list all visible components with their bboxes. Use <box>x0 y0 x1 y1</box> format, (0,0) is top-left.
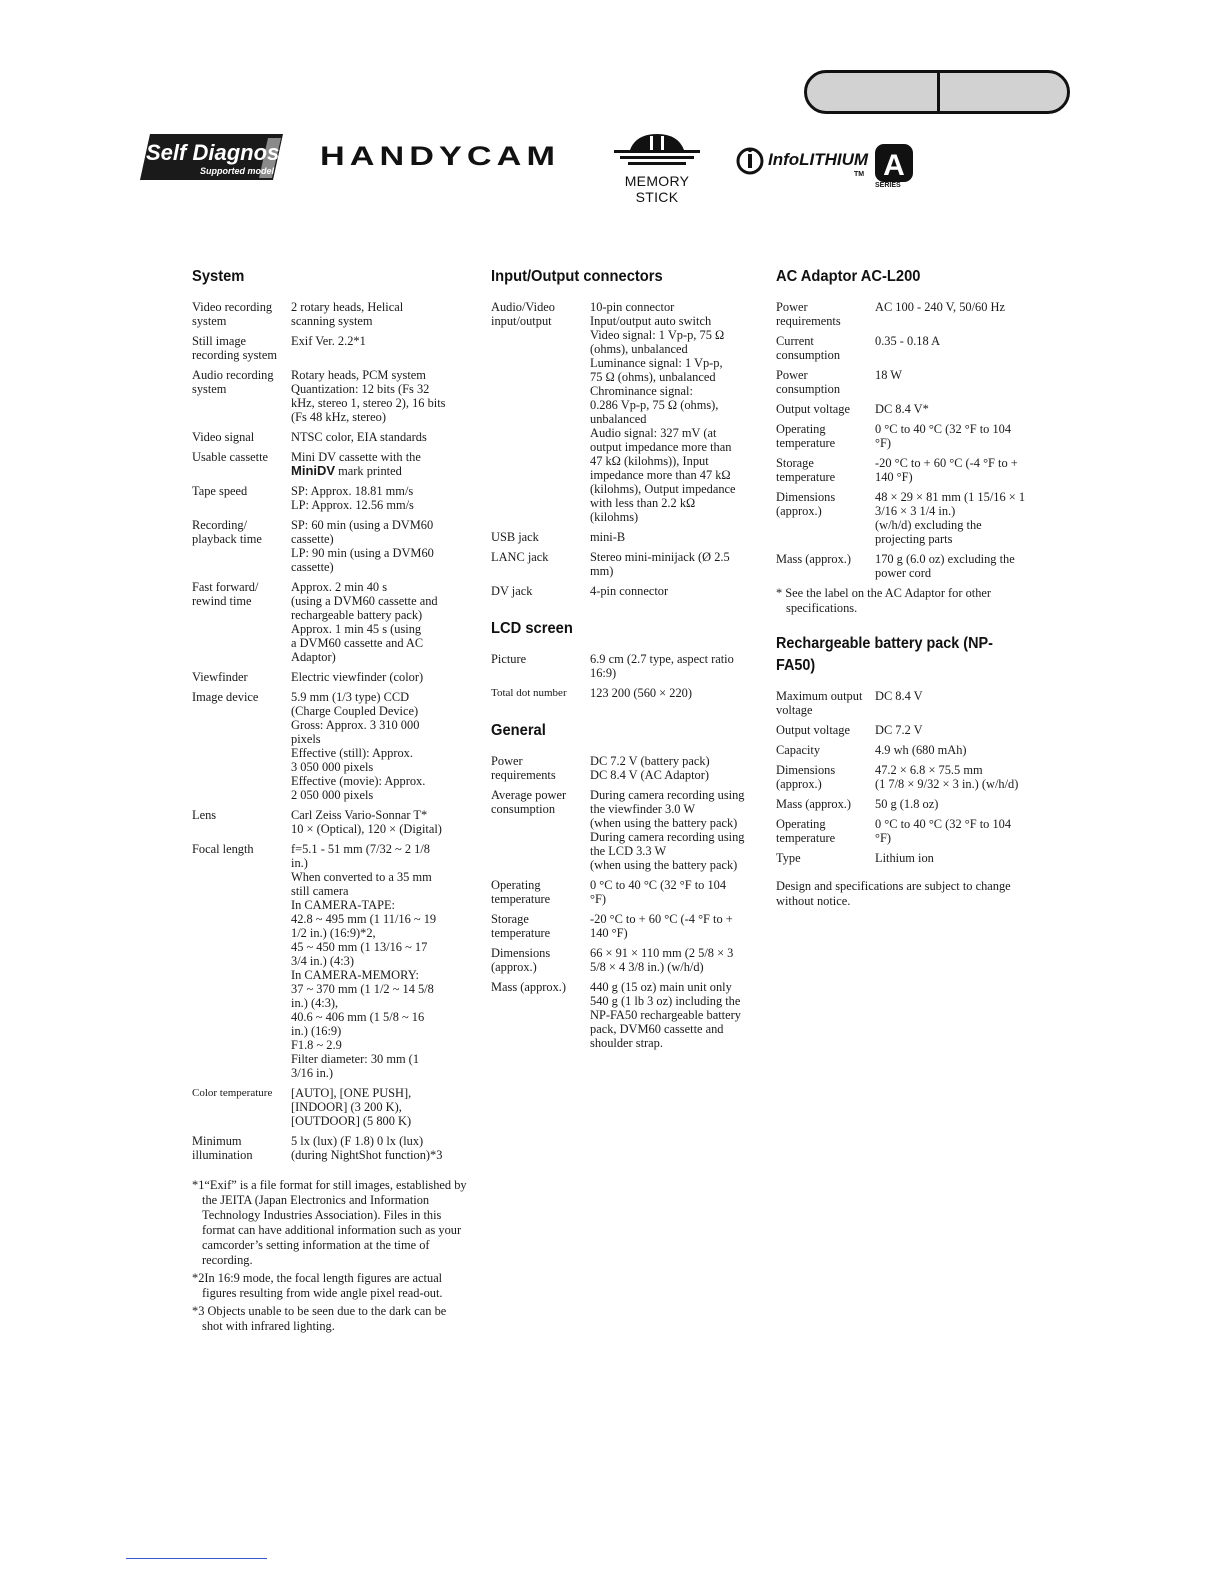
spec-label: Focal length <box>192 842 254 856</box>
spec-row <box>491 788 763 872</box>
spec-row <box>491 584 763 598</box>
spec-value: 4.9 wh (680 mAh) <box>875 743 967 757</box>
spec-value: f=5.1 - 51 mm (7/32 ~ 2 1/8 in.) When converted to a 35 mm still camera In CAMERA-TAPE: 42.8 ~ 495 mm (1 11/16 ~ 19 1/2 in.) (16:9)*2, 45 ~ 450 mm (1 13/16 ~ 17 3/4 in.) (4:3) In CAMERA-MEMORY: 37 ~ 370 mm (1 1/2 ~ 14 5/8 in.) (4:3), 40.6 ~ 406 mm (1 5/8 ~ 16 in.) (16:9) F1.8 ~ 2.9 Filter diameter: 30 mm (1 3/16 in.) <box>291 842 437 1080</box>
spec-label: Type <box>776 851 801 865</box>
spec-row <box>776 334 1044 362</box>
spec-label: Output voltage <box>776 402 850 416</box>
spec-row <box>192 484 468 512</box>
spec-row <box>776 490 1044 546</box>
spec-label: Video signal <box>192 430 255 444</box>
spec-row <box>491 946 763 974</box>
spec-row <box>776 851 1044 865</box>
spec-label: Picture <box>491 652 527 666</box>
spec-value: 5 lx (lux) (F 1.8) 0 lx (lux) (during NightShot function)*3 <box>291 1134 443 1162</box>
spec-value: 18 W <box>875 368 902 382</box>
ac-title: AC Adaptor AC-L200 <box>776 268 921 285</box>
spec-label: Recording/ playback time <box>192 518 262 546</box>
spec-label: Still image recording system <box>192 334 277 362</box>
spec-value: 170 g (6.0 oz) excluding the power cord <box>875 552 1015 580</box>
spec-row <box>192 368 468 424</box>
spec-label: USB jack <box>491 530 539 544</box>
minidv-mark-icon: MiniDV <box>291 463 336 478</box>
system-title: System <box>192 268 245 285</box>
header-tab-box <box>804 70 1070 114</box>
system-notes <box>192 1178 468 1334</box>
spec-label: Audio/Video input/output <box>491 300 555 328</box>
spec-row <box>776 456 1044 484</box>
spec-value: DC 8.4 V <box>875 689 923 703</box>
infolithium-series: SERIES <box>875 182 901 189</box>
spec-value: 48 × 29 × 81 mm (1 15/16 × 1 3/16 × 3 1/4 in.) (w/h/d) excluding the projecting parts <box>875 490 1026 546</box>
spec-label: DV jack <box>491 584 533 598</box>
battery-title: Rechargeable battery pack (NP-FA50) <box>776 635 993 674</box>
footnote: *1“Exif” is a file format for still images, established by the JEITA (Japan Electronics and Information Technology Industries Association). Files in this format can have additional information such as your camcorder’s setting information at the time of recording. <box>192 1178 467 1267</box>
spec-row <box>192 690 468 802</box>
infolithium-text: InfoLITHIUM <box>768 150 869 169</box>
spec-value: 4-pin connector <box>590 584 669 598</box>
spec-label: Viewfinder <box>192 670 248 684</box>
spec-label: Storage temperature <box>776 456 836 484</box>
spec-row <box>192 450 468 478</box>
ac-note: * See the label on the AC Adaptor for other specifications. <box>776 586 992 615</box>
spec-label: Mass (approx.) <box>776 797 852 811</box>
spec-value: SP: 60 min (using a DVM60 cassette) LP: 90 min (using a DVM60 cassette) <box>291 518 434 574</box>
spec-row <box>491 754 763 782</box>
spec-label: Power consumption <box>776 368 841 396</box>
spec-row <box>776 797 1044 811</box>
self-diagnosis-subtext: Supported model <box>200 166 274 176</box>
spec-label: LANC jack <box>491 550 549 564</box>
spec-row <box>491 878 763 906</box>
spec-row <box>192 1086 468 1128</box>
spec-value: 0 °C to 40 °C (32 °F to 104 °F) <box>875 817 1012 845</box>
spec-label: Operating temperature <box>776 422 836 450</box>
tab-divider <box>937 73 940 111</box>
spec-value: Approx. 2 min 40 s (using a DVM60 cassette and rechargeable battery pack) Approx. 1 min 45 s (using a DVM60 cassette and AC Adaptor) <box>291 580 438 664</box>
system-spec-list <box>192 300 468 1162</box>
spec-label: Average power consumption <box>491 788 567 816</box>
self-diagnosis-logo <box>140 132 285 182</box>
spec-value: AC 100 - 240 V, 50/60 Hz <box>875 300 1005 314</box>
spec-label: Power requirements <box>491 754 556 782</box>
spec-value: [AUTO], [ONE PUSH], [INDOOR] (3 200 K), [OUTDOOR] (5 800 K) <box>291 1086 412 1128</box>
spec-label: Current consumption <box>776 334 841 362</box>
spec-row <box>192 580 468 664</box>
spec-label: Storage temperature <box>491 912 551 940</box>
io-column <box>491 266 763 1056</box>
infolithium-badge-letter: A <box>883 149 905 182</box>
spec-value: 0 °C to 40 °C (32 °F to 104 °F) <box>590 878 727 906</box>
spec-label: Capacity <box>776 743 821 757</box>
spec-value: NTSC color, EIA standards <box>291 430 427 444</box>
spec-row <box>192 430 468 444</box>
spec-row <box>192 1134 468 1162</box>
spec-label: Operating temperature <box>776 817 836 845</box>
footnote: *3 Objects unable to be seen due to the dark can be shot with infrared lighting. <box>192 1304 447 1333</box>
spec-label: Fast forward/ rewind time <box>192 580 259 608</box>
footnote: *2In 16:9 mode, the focal length figures are actual figures resulting from wide angle pixel read-out. <box>192 1271 443 1300</box>
handycam-text: HANDYCAM <box>320 143 560 169</box>
spec-value: 10-pin connector Input/output auto switch Video signal: 1 Vp-p, 75 Ω (ohms), unbalanced Luminance signal: 1 Vp-p, 75 Ω (ohms), unbalanced Chrominance signal: 0.286 Vp-p, 75 Ω (ohms), unbalanced Audio signal: 327 mV (at output impedance more than 47 kΩ (kilohms)), Input impedance more than 47 kΩ (kilohms), Output impedance with less than 2.2 kΩ (kilohms) <box>590 300 736 524</box>
handycam-logo <box>320 143 562 169</box>
spec-label: Video recording system <box>192 300 273 328</box>
spec-row <box>776 402 1044 416</box>
spec-value: Exif Ver. 2.2*1 <box>291 334 366 348</box>
spec-value: Stereo mini-minijack (Ø 2.5 mm) <box>590 550 730 578</box>
spec-label: Power requirements <box>776 300 841 328</box>
spec-row <box>192 334 468 362</box>
spec-row <box>192 842 468 1080</box>
spec-value: Electric viewfinder (color) <box>291 670 424 684</box>
spec-value: -20 °C to + 60 °C (-4 °F to + 140 °F) <box>590 912 733 940</box>
spec-value: 6.9 cm (2.7 type, aspect ratio 16:9) <box>590 652 734 680</box>
spec-value: DC 7.2 V <box>875 723 923 737</box>
spec-row <box>491 686 763 700</box>
spec-label: Dimensions (approx.) <box>776 763 836 791</box>
spec-row <box>491 550 763 578</box>
spec-row <box>776 817 1044 845</box>
spec-label: Total dot number <box>491 687 567 699</box>
spec-label: Tape speed <box>192 484 248 498</box>
io-spec-list <box>491 300 763 598</box>
spec-row <box>776 422 1044 450</box>
spec-row <box>192 518 468 574</box>
spec-value: mini-B <box>590 530 626 544</box>
spec-row <box>776 689 1044 717</box>
battery-spec-list <box>776 689 1044 865</box>
spec-label: Dimensions (approx.) <box>491 946 551 974</box>
spec-label: Image device <box>192 690 259 704</box>
spec-label: Mass (approx.) <box>491 980 567 994</box>
spec-value: 0.35 - 0.18 A <box>875 334 941 348</box>
spec-value: Mini DV cassette with the MiniDV mark printed <box>291 450 421 478</box>
spec-label: Audio recording system <box>192 368 274 396</box>
infolithium-logo <box>736 140 916 194</box>
lcd-title: LCD screen <box>491 620 573 637</box>
spec-row <box>776 763 1044 791</box>
memory-stick-logo <box>606 130 708 205</box>
spec-value: 0 °C to 40 °C (32 °F to 104 °F) <box>875 422 1012 450</box>
spec-row <box>192 808 468 836</box>
spec-value: 440 g (15 oz) main unit only 540 g (1 lb 3 oz) including the NP-FA50 rechargeable battery pack, DVM60 cassette and shoulder strap. <box>590 980 741 1050</box>
spec-row <box>491 652 763 680</box>
self-diagnosis-text: Self Diagnosis <box>146 140 285 165</box>
system-column <box>192 266 468 1337</box>
infolithium-tm: TM <box>854 171 865 178</box>
spec-value: DC 7.2 V (battery pack) DC 8.4 V (AC Adaptor) <box>590 754 710 782</box>
spec-value: 123 200 (560 × 220) <box>590 686 692 700</box>
spec-value: 50 g (1.8 oz) <box>875 797 939 811</box>
battery-note: Design and specifications are subject to change without notice. <box>776 879 1011 908</box>
ac-spec-list <box>776 300 1044 580</box>
spec-value: Rotary heads, PCM system Quantization: 12 bits (Fs 32 kHz, stereo 1, stereo 2), 16 bits (Fs 48 kHz, stereo) <box>291 368 446 424</box>
spec-row <box>776 552 1044 580</box>
spec-value: During camera recording using the viewfinder 3.0 W (when using the battery pack) During camera recording using the LCD 3.3 W (when using the battery pack) <box>590 788 745 872</box>
spec-row <box>776 743 1044 757</box>
spec-value: DC 8.4 V* <box>875 402 929 416</box>
spec-value: 2 rotary heads, Helical scanning system <box>291 300 404 328</box>
io-title: Input/Output connectors <box>491 268 663 285</box>
spec-value: 5.9 mm (1/3 type) CCD (Charge Coupled Device) Gross: Approx. 3 310 000 pixels Effective (still): Approx. 3 050 000 pixels Effective (movie): Approx. 2 050 000 pixels <box>291 690 426 802</box>
spec-label: Operating temperature <box>491 878 551 906</box>
spec-row <box>776 300 1044 328</box>
general-title: General <box>491 722 546 739</box>
memory-stick-text: MEMORY STICK <box>624 173 690 205</box>
spec-row <box>491 530 763 544</box>
spec-label: Minimum illumination <box>192 1134 253 1162</box>
footer-link-line <box>126 1558 267 1559</box>
spec-row <box>776 368 1044 396</box>
spec-label: Color temperature <box>192 1087 273 1099</box>
spec-value: Lithium ion <box>875 851 934 865</box>
spec-row <box>491 980 763 1050</box>
ac-column <box>776 266 1044 912</box>
spec-row <box>491 300 763 524</box>
general-spec-list <box>491 754 763 1050</box>
spec-label: Maximum output voltage <box>776 689 863 717</box>
spec-label: Output voltage <box>776 723 850 737</box>
spec-label: Usable cassette <box>192 450 269 464</box>
lcd-spec-list <box>491 652 763 700</box>
spec-value: SP: Approx. 18.81 mm/s LP: Approx. 12.56 mm/s <box>291 484 414 512</box>
spec-label: Mass (approx.) <box>776 552 852 566</box>
spec-row <box>491 912 763 940</box>
spec-label: Dimensions (approx.) <box>776 490 836 518</box>
spec-value: 66 × 91 × 110 mm (2 5/8 × 3 5/8 × 4 3/8 in.) (w/h/d) <box>590 946 734 974</box>
spec-value-continued: mark printed <box>335 464 402 478</box>
spec-row <box>192 300 468 328</box>
spec-value: Carl Zeiss Vario-Sonnar T* 10 × (Optical), 120 × (Digital) <box>291 808 442 836</box>
spec-label: Lens <box>192 808 217 822</box>
spec-value: 47.2 × 6.8 × 75.5 mm (1 7/8 × 9/32 × 3 in.) (w/h/d) <box>875 763 1019 791</box>
spec-value: -20 °C to + 60 °C (-4 °F to + 140 °F) <box>875 456 1018 484</box>
spec-row <box>776 723 1044 737</box>
spec-row <box>192 670 468 684</box>
